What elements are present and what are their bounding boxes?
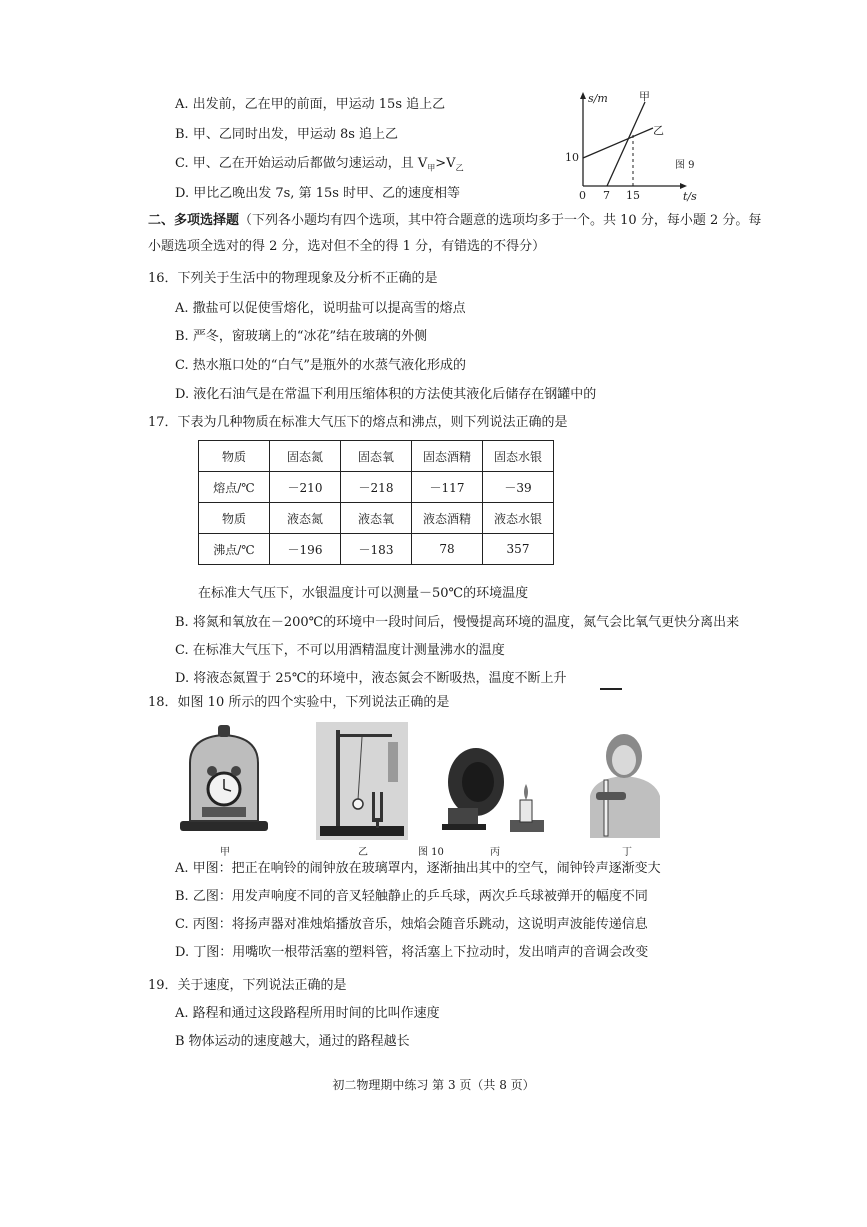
q17-option-d: D. 将液态氮置于 25℃的环境中，液态氮会不断吸热，温度不断上升 xyxy=(175,671,567,686)
q19-option-a: A. 路程和通过这段路程所用时间的比叫作速度 xyxy=(175,1006,440,1021)
q17-option-a: 在标准大气压下，水银温度计可以测量－50℃的环境温度 xyxy=(198,586,529,601)
table-cell: －196 xyxy=(270,534,341,565)
table-row xyxy=(199,472,554,503)
table-cell: 熔点/℃ xyxy=(199,472,270,503)
figure-10-caption: 图 10 xyxy=(418,847,444,858)
q16-option-c: C. 热水瓶口处的“白气”是瓶外的水蒸气液化形成的 xyxy=(175,358,467,373)
table-cell: 液态氮 xyxy=(270,503,341,534)
q15-option-b: B. 甲、乙同时出发，甲运动 8s 追上乙 xyxy=(175,127,399,142)
page-footer: 初二物理期中练习 第 3 页（共 8 页） xyxy=(332,1078,535,1092)
divider-mark xyxy=(600,688,622,690)
q15-option-c-text: C. 甲、乙在开始运动后都做匀速运动，且 V xyxy=(175,156,428,171)
table-cell: －39 xyxy=(483,472,554,503)
graph-x-label: t/s xyxy=(683,190,697,203)
q15-option-d: D. 甲比乙晚出发 7s, 第 15s 时甲、乙的速度相等 xyxy=(175,186,461,201)
table-cell: －117 xyxy=(412,472,483,503)
figure-10-label-jia: 甲 xyxy=(220,847,230,858)
q19-stem: 19．关于速度，下列说法正确的是 xyxy=(148,978,347,993)
table-cell: 物质 xyxy=(199,441,270,472)
graph-caption: 图 9 xyxy=(675,160,695,171)
q17-stem: 17．下表为几种物质在标准大气压下的熔点和沸点，则下列说法正确的是 xyxy=(148,415,568,430)
table-row xyxy=(199,534,554,565)
figure-10-label-yi: 乙 xyxy=(358,847,368,858)
table-cell: 物质 xyxy=(199,503,270,534)
graph-yi-label: 乙 xyxy=(653,124,664,137)
q16-stem: 16．下列关于生活中的物理现象及分析不正确的是 xyxy=(148,271,438,286)
figure-10-jia-bell-jar xyxy=(176,723,272,838)
q16-option-a: A. 撒盐可以促使雪熔化，说明盐可以提高雪的熔点 xyxy=(175,301,466,316)
graph-y-arrow xyxy=(580,92,586,99)
q15-option-c-gt: >V xyxy=(435,156,456,171)
graph-x-tick-0: 0 xyxy=(579,189,586,202)
table-cell: 固态氧 xyxy=(341,441,412,472)
graph-x-tick-15: 15 xyxy=(626,189,640,202)
table-cell: 液态氧 xyxy=(341,503,412,534)
q15-option-a: A. 出发前，乙在甲的前面，甲运动 15s 追上乙 xyxy=(175,97,446,112)
table-row xyxy=(199,503,554,534)
table-cell: 沸点/℃ xyxy=(199,534,270,565)
q18-option-c: C. 丙图：将扬声器对准烛焰播放音乐，烛焰会随音乐跳动，这说明声波能传递信息 xyxy=(175,917,648,932)
q17-option-b: B. 将氮和氧放在－200℃的环境中一段时间后，慢慢提高环境的温度，氮气会比氧气更快分离出来 xyxy=(175,615,740,630)
figure-10-bing-speaker-candle xyxy=(442,736,546,836)
figure-10-label-ding: 丁 xyxy=(622,847,632,858)
table-cell: 固态氮 xyxy=(270,441,341,472)
graph-line-yi xyxy=(583,128,653,158)
q18-option-d: D. 丁图：用嘴吹一根带活塞的塑料管，将活塞上下拉动时，发出哨声的音调会改变 xyxy=(175,945,649,960)
figure-10-yi-tuning-fork xyxy=(316,722,408,840)
table-cell: 78 xyxy=(412,534,483,565)
figure-9-st-graph xyxy=(555,88,715,203)
graph-y-label: s/m xyxy=(588,92,608,105)
table-cell: 液态酒精 xyxy=(412,503,483,534)
q15-option-c-sub-yi: 乙 xyxy=(455,163,464,173)
q17-option-c: C. 在标准大气压下，不可以用酒精温度计测量沸水的温度 xyxy=(175,643,505,658)
table-row xyxy=(199,441,554,472)
table-cell: 357 xyxy=(483,534,554,565)
graph-x-tick-7: 7 xyxy=(603,189,610,202)
section2-line1 xyxy=(148,212,761,230)
q19-option-b: B 物体运动的速度越大，通过的路程越长 xyxy=(175,1034,410,1049)
figure-10-label-bing: 丙 xyxy=(490,847,500,858)
q18-option-b: B. 乙图：用发声响度不同的音叉轻触静止的乒乓球，两次乒乓球被弹开的幅度不同 xyxy=(175,889,648,904)
section2-instructions-1: （下列各小题均有四个选项，其中符合题意的选项均多于一个。共 10 分，每小题 2 分。每 xyxy=(239,213,762,228)
graph-jia-label: 甲 xyxy=(639,90,650,103)
section2-instructions-2: 小题选项全选对的得 2 分，选对但不全的得 1 分，有错选的不得分） xyxy=(148,239,546,254)
q15-option-c xyxy=(175,155,464,178)
table-cell: －183 xyxy=(341,534,412,565)
table-cell: －210 xyxy=(270,472,341,503)
q18-stem: 18．如图 10 所示的四个实验中，下列说法正确的是 xyxy=(148,695,450,710)
table-cell: 固态水银 xyxy=(483,441,554,472)
q16-option-d: D. 液化石油气是在常温下利用压缩体积的方法使其液化后储存在钢罐中的 xyxy=(175,387,597,402)
table-cell: 固态酒精 xyxy=(412,441,483,472)
figure-10-ding-person-whistle xyxy=(582,726,668,838)
graph-line-jia xyxy=(607,102,645,186)
q17-table xyxy=(198,440,554,565)
section2-heading: 二、多项选择题 xyxy=(148,213,240,228)
graph-x-arrow xyxy=(680,183,687,189)
q15-option-c-sub-jia: 甲 xyxy=(427,163,436,173)
graph-y-tick-10: 10 xyxy=(565,151,579,164)
q18-option-a: A. 甲图：把正在响铃的闹钟放在玻璃罩内，逐渐抽出其中的空气，闹钟铃声逐渐变大 xyxy=(175,861,661,876)
table-cell: －218 xyxy=(341,472,412,503)
q16-option-b: B. 严冬，窗玻璃上的“冰花”结在玻璃的外侧 xyxy=(175,329,428,344)
table-cell: 液态水银 xyxy=(483,503,554,534)
